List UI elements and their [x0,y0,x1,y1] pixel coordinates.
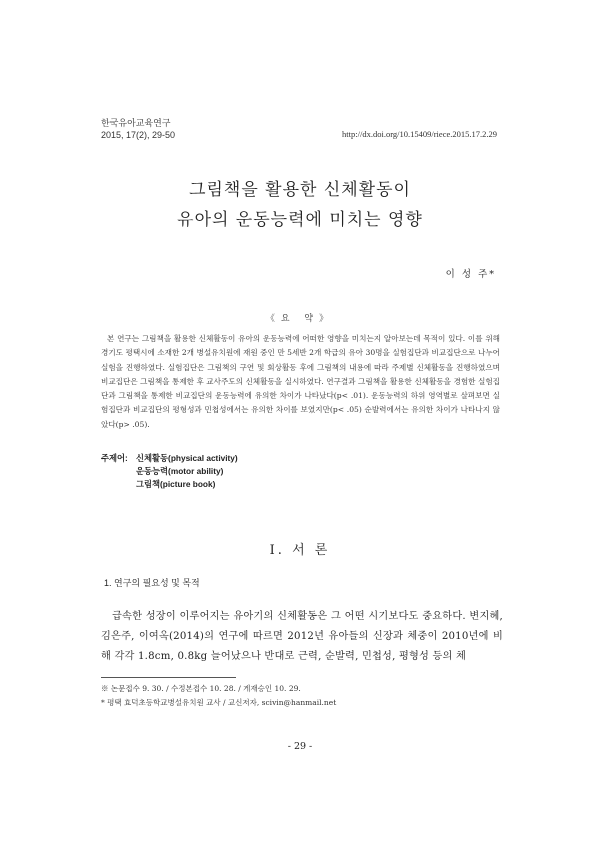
abstract-text: 본 연구는 그림책을 활용한 신체활동이 유아의 운동능력에 어떠한 영향을 미치는지 알아보는데 목적이 있다. 이를 위해 경기도 평택시에 소재한 2개 병설유치원에 재원 중인 만 5세반 2개 학급의 유아 30명을 실험집단과 비교집단으로 나누어 실험을 진행하였다. 실험집단은 그림책의 구연 및 회상활동 후에 그림책의 내용에 따라 주제별 신체활동을 진행하였으며 비교집단은 그림책을 통제한 후 교사주도의 신체활동을 실시하였다. 연구결과 그림책을 활용한 신체활동을 경험한 실험집단과 그림책을 통제한 비교집단의 운동능력에 유의한 차이가 나타났다(p< .01). 운동능력의 하위 영역별로 살펴보면 실험집단과 비교집단의 평형성과 민첩성에서는 유의한 차이를 보였지만(p< .05) 순발력에서는 유의한 차이가 나타나지 않았다(p> .05). [101,334,500,429]
paper-title-line-2: 유아의 운동능력에 미치는 영향 [177,210,423,230]
footnote-divider [101,677,236,678]
body-text: 급속한 성장이 이루어지는 유아기의 신체활동은 그 어떤 시기보다도 중요하다. 변지혜, 김은주, 이여옥(2014)의 연구에 따르면 2012년 유아들의 신장과 체중이 2010년에 비해 각각 1.8cm, 0.8kg 늘어났으나 반대로 근력, 순발력, 민첩성, 평형성 등의 체 [101,611,503,662]
keyword-item: 그림책(picture book) [136,479,216,489]
keyword-item: 운동능력(motor ability) [136,466,224,476]
section-title: Ⅰ. 서 론 [269,543,331,558]
journal-issue: 2015, 17(2), 29-50 [101,130,176,140]
journal-info [101,117,175,141]
author-name: 이 성 주* [445,269,496,280]
keywords [101,452,238,491]
abstract-heading: 《요 약》 [265,314,335,324]
subsection-title: 1. 연구의 필요성 및 목적 [104,578,200,588]
paper-title-line-1: 그림책을 활용한 신체활동이 [189,180,411,200]
doi-link[interactable]: http://dx.doi.org/10.15409/riece.2015.17.2.29 [342,129,497,139]
keywords-label: 주제어: [101,453,128,463]
footnote-author: * 평택 효덕초등학교병설유치원 교사 / 교신저자, scivin@hanmail.net [101,698,337,707]
journal-name: 한국유아교육연구 [101,118,171,128]
footnote-dates: ※ 논문접수 9. 30. / 수정본접수 10. 28. / 게재승인 10. 29. [101,684,301,693]
keyword-item: 신체활동(physical activity) [136,453,238,463]
page-number: - 29 - [287,741,313,752]
